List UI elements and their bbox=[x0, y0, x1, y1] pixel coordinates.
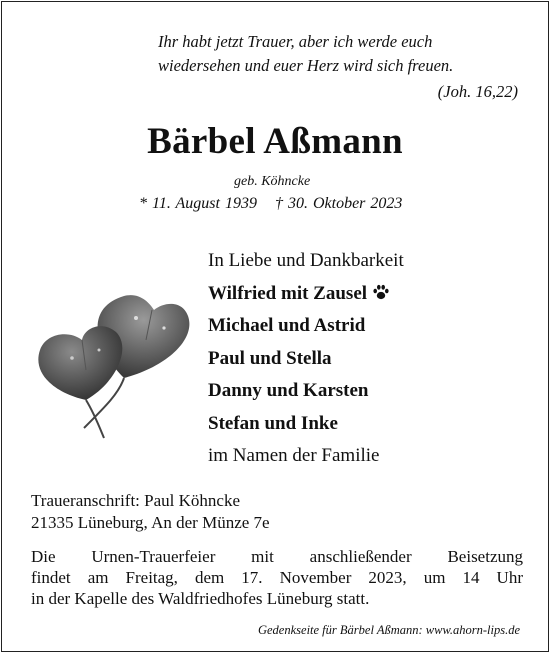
funeral-line-1: Die Urnen-Trauerfeier mit anschließender Beisetzung bbox=[31, 547, 523, 566]
funeral-line-2: findet am Freitag, dem 17. November 2023, um 14 Uhr bbox=[31, 568, 523, 587]
list-item: Danny und Karsten bbox=[208, 380, 369, 401]
memorial-page-link[interactable]: Gedenkseite für Bärbel Aßmann: www.ahorn-lips.de bbox=[257, 623, 520, 637]
paw-icon bbox=[372, 283, 390, 301]
address-line-1: Traueranschrift: Paul Köhncke bbox=[31, 491, 240, 510]
quote-line-2: wiedersehen und euer Herz wird sich freuen. bbox=[158, 56, 454, 75]
mourning-address bbox=[31, 490, 270, 534]
deceased-name: Bärbel Aßmann bbox=[147, 121, 403, 162]
birth-date: * 11. August 1939 bbox=[139, 195, 257, 212]
address-line-2: 21335 Lüneburg, An der Münze 7e bbox=[31, 513, 270, 532]
list-item: Michael und Astrid bbox=[208, 315, 366, 336]
funeral-line-3: in der Kapelle des Waldfriedhofes Lüneburg statt. bbox=[31, 589, 370, 608]
list-item: Paul und Stella bbox=[208, 347, 332, 369]
bible-quote bbox=[158, 30, 518, 104]
mourners-intro: In Liebe und Dankbarkeit bbox=[208, 250, 404, 271]
list-item: Stefan und Inke bbox=[208, 412, 338, 434]
list-item: Wilfried mit Zausel bbox=[208, 278, 404, 311]
mourners-outro: im Namen der Familie bbox=[208, 445, 380, 466]
obituary-card bbox=[1, 1, 549, 652]
funeral-info bbox=[31, 546, 523, 609]
birth-name: geb. Köhncke bbox=[234, 174, 311, 189]
life-dates bbox=[139, 195, 402, 213]
quote-reference: (Joh. 16,22) bbox=[437, 82, 518, 101]
quote-line-1: Ihr habt jetzt Trauer, aber ich werde euch bbox=[158, 32, 433, 51]
ginkgo-leaves-icon bbox=[24, 288, 204, 443]
death-date: † 30. Oktober 2023 bbox=[274, 195, 403, 212]
mourners-list bbox=[208, 245, 404, 473]
